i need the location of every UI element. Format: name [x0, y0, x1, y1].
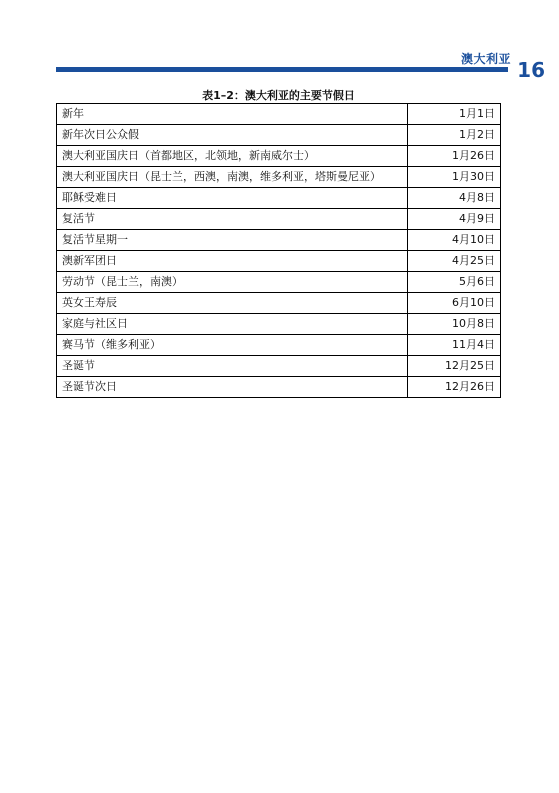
- holiday-name-cell: 圣诞节次日: [57, 377, 408, 398]
- holiday-date-cell: 6月10日: [408, 293, 501, 314]
- holiday-name-cell: 耶稣受难日: [57, 188, 408, 209]
- holiday-name-cell: 新年次日公众假: [57, 125, 408, 146]
- holiday-name-cell: 澳新军团日: [57, 251, 408, 272]
- holiday-date-cell: 10月8日: [408, 314, 501, 335]
- holiday-name-cell: 复活节星期一: [57, 230, 408, 251]
- table-row: [57, 230, 501, 251]
- running-header-title: 澳大利亚: [460, 52, 511, 66]
- holiday-name-cell: 澳大利亚国庆日（昆士兰，西澳，南澳，维多利亚，塔斯曼尼亚）: [57, 167, 408, 188]
- holiday-date-cell: 12月25日: [408, 356, 501, 377]
- holiday-name-cell: 劳动节（昆士兰，南澳）: [57, 272, 408, 293]
- holiday-date-cell: 1月2日: [408, 125, 501, 146]
- holiday-date-cell: 1月30日: [408, 167, 501, 188]
- holiday-name-cell: 圣诞节: [57, 356, 408, 377]
- table-caption: 表1–2：澳大利亚的主要节假日: [202, 89, 355, 102]
- table-row: [57, 167, 501, 188]
- holiday-name-cell: 新年: [57, 104, 408, 125]
- table-row: [57, 188, 501, 209]
- holiday-table: [56, 103, 501, 398]
- table-row: [57, 314, 501, 335]
- table-row: [57, 377, 501, 398]
- holiday-date-cell: 4月25日: [408, 251, 501, 272]
- header-rule: [56, 67, 508, 72]
- table-row: [57, 209, 501, 230]
- holiday-date-cell: 4月10日: [408, 230, 501, 251]
- table-row: [57, 293, 501, 314]
- holiday-table-body: [57, 104, 501, 398]
- holiday-date-cell: 11月4日: [408, 335, 501, 356]
- table-row: [57, 125, 501, 146]
- table-row: [57, 356, 501, 377]
- holiday-name-cell: 赛马节（维多利亚）: [57, 335, 408, 356]
- page-number: 16: [517, 58, 545, 82]
- holiday-name-cell: 复活节: [57, 209, 408, 230]
- holiday-date-cell: 1月1日: [408, 104, 501, 125]
- table-row: [57, 272, 501, 293]
- table-row: [57, 335, 501, 356]
- holiday-name-cell: 英女王寿辰: [57, 293, 408, 314]
- holiday-date-cell: 4月8日: [408, 188, 501, 209]
- table-row: [57, 104, 501, 125]
- holiday-name-cell: 家庭与社区日: [57, 314, 408, 335]
- holiday-date-cell: 1月26日: [408, 146, 501, 167]
- holiday-date-cell: 12月26日: [408, 377, 501, 398]
- holiday-name-cell: 澳大利亚国庆日（首都地区，北领地，新南威尔士）: [57, 146, 408, 167]
- table-row: [57, 146, 501, 167]
- holiday-date-cell: 5月6日: [408, 272, 501, 293]
- table-row: [57, 251, 501, 272]
- holiday-date-cell: 4月9日: [408, 209, 501, 230]
